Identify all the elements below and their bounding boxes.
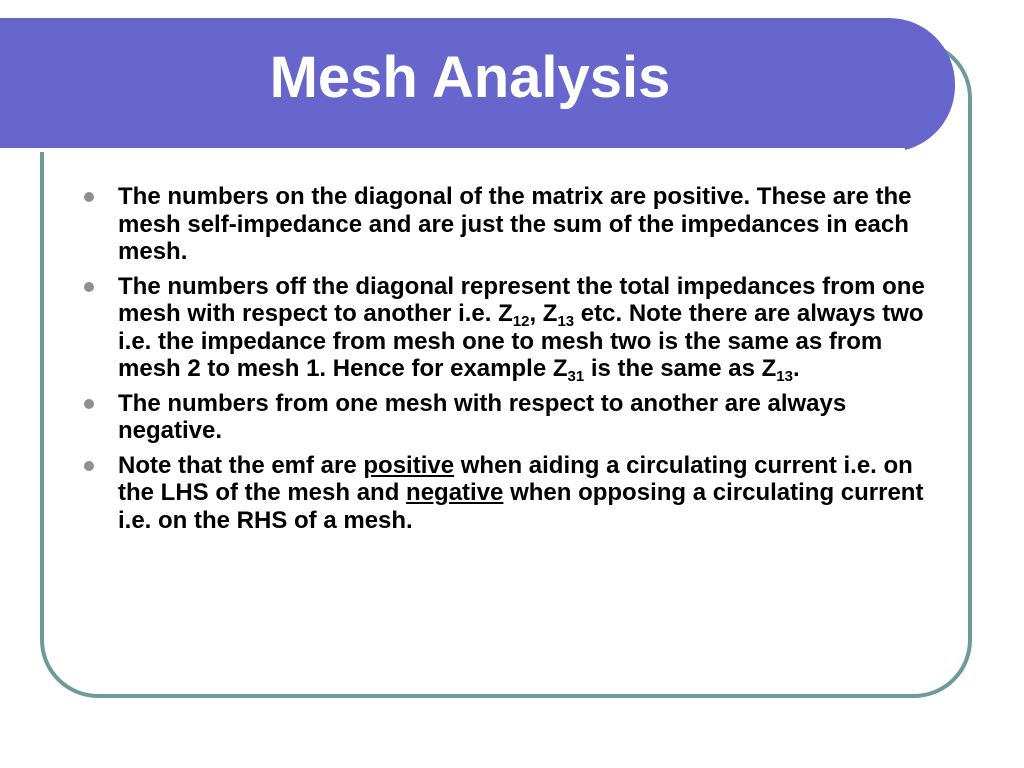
text-run: when aiding a circulating current i.e. on the LHS of the mesh and: [118, 451, 913, 506]
subscript: 13: [557, 313, 575, 330]
bullet-list: [84, 183, 934, 541]
underlined-word: positive: [363, 451, 455, 479]
slide-title: Mesh Analysis: [269, 45, 671, 110]
bullet-text: [118, 390, 846, 445]
bullet-text: [118, 452, 923, 534]
text-run: when opposing a circulating current i.e. on the RHS of a mesh.: [118, 479, 924, 534]
bullet-dot-icon: [84, 461, 94, 471]
text-run: etc. Note there are always two i.e. the impedance from mesh one to mesh two is the same as from mesh 2 to mesh 1. Hence for example Z: [118, 300, 924, 382]
subscript: 31: [567, 368, 585, 385]
underlined-word: negative: [406, 479, 504, 506]
bullet-text: [118, 273, 925, 383]
subscript: 12: [512, 313, 530, 330]
bullet-dot-icon: [84, 192, 94, 202]
text-run: .: [792, 355, 800, 382]
bullet-dot-icon: [84, 399, 94, 409]
bullet-item: [84, 273, 934, 383]
bullet-dot-icon: [84, 282, 94, 292]
text-run: Note that the emf are: [118, 451, 364, 479]
text-run: The numbers on the diagonal of the matrix are positive. These are the mesh self-impedance and are just the sum of the impedances in each mesh.: [118, 183, 912, 265]
text-run: The numbers from one mesh with respect to another are always negative.: [118, 389, 847, 444]
subscript: 13: [776, 368, 793, 385]
bullet-item: [84, 390, 934, 445]
text-run: is the same as Z: [584, 355, 777, 382]
bullet-text: [118, 183, 912, 265]
title-underline: [0, 148, 905, 152]
bullet-item: [84, 183, 934, 266]
text-run: The numbers off the diagonal represent the total impedances from one mesh with respect to another i.e. Z: [118, 272, 925, 327]
text-run: , Z: [529, 300, 558, 327]
bullet-item: [84, 452, 934, 535]
